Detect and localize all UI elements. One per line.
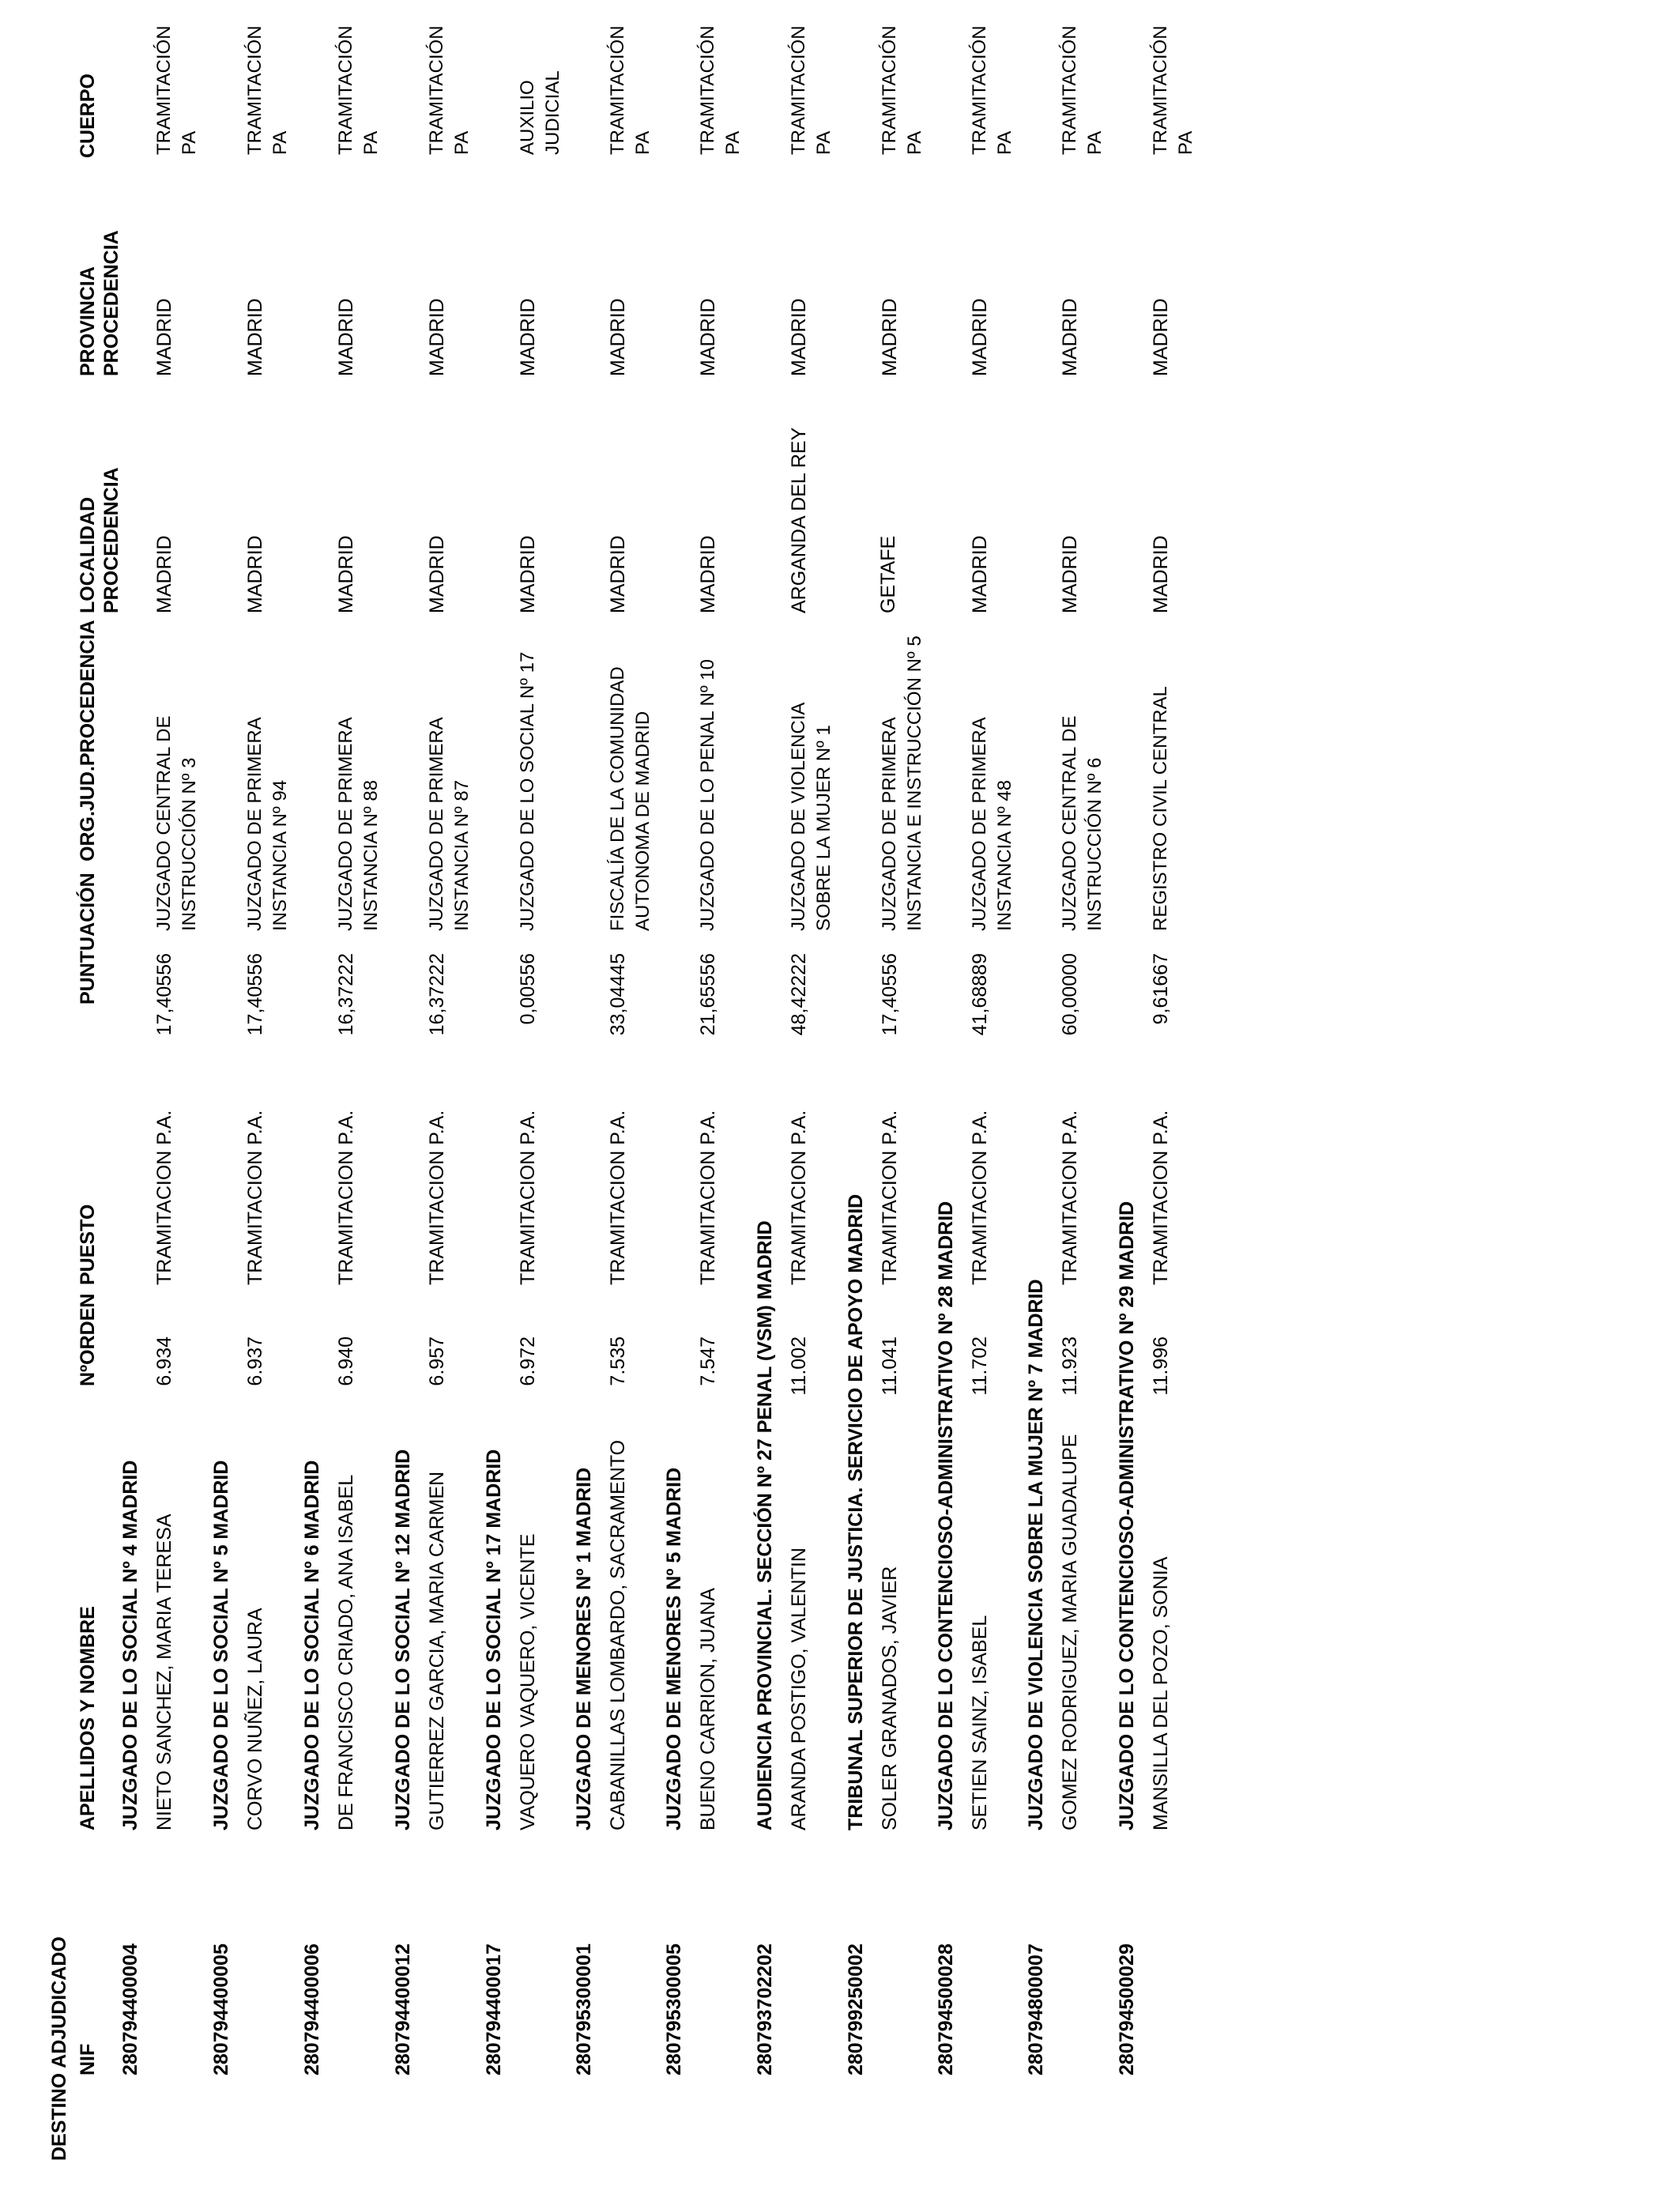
row-puesto: TRAMITACION P.A. (426, 1110, 448, 1285)
row-puntuacion: 60,00000 (1059, 953, 1081, 1036)
row-org-jud-procedencia: JUZGADO CENTRAL DE (153, 715, 175, 931)
row-puntuacion: 17,40556 (244, 953, 266, 1036)
row-cuerpo: PA (994, 130, 1015, 155)
row-puntuacion: 17,40556 (153, 953, 175, 1036)
row-org-jud-procedencia: INSTANCIA Nº 87 (451, 779, 473, 931)
row-organo-destino: JUZGADO DE LO SOCIAL Nº 12 MADRID (392, 1449, 414, 1830)
row-puntuacion: 41,68889 (969, 953, 991, 1036)
row-localidad-procedencia: MADRID (517, 535, 539, 613)
row-org-jud-procedencia: JUZGADO DE LO PENAL Nº 10 (697, 659, 718, 931)
row-org-jud-procedencia: INSTRUCCIÓN Nº 3 (179, 757, 200, 931)
row-org-jud-procedencia: JUZGADO DE PRIMERA (426, 717, 447, 931)
row-org-jud-procedencia: JUZGADO DE PRIMERA (969, 717, 990, 931)
row-puntuacion: 33,04445 (607, 953, 629, 1036)
row-organo-destino: JUZGADO DE LO SOCIAL Nº 17 MADRID (483, 1449, 505, 1830)
row-cuerpo: PA (269, 130, 291, 155)
row-org-jud-procedencia: JUZGADO DE PRIMERA (879, 717, 900, 931)
row-nif: 280794800007 (1025, 1943, 1047, 2075)
row-nif: 280794500028 (935, 1943, 957, 2075)
row-provincia-procedencia: MADRID (335, 298, 357, 376)
row-localidad-procedencia: ARGANDA DEL REY (788, 427, 810, 613)
row-nif: 280794400006 (301, 1943, 323, 2075)
row-localidad-procedencia: MADRID (335, 535, 357, 613)
row-numero-orden: 11.041 (879, 1336, 901, 1396)
row-org-jud-procedencia: INSTANCIA E INSTRUCCIÓN Nº 5 (904, 635, 925, 931)
row-cuerpo: TRAMITACIÓN (244, 25, 266, 155)
row-numero-orden: 6.934 (153, 1336, 175, 1386)
row-apellidos-nombre: MANSILLA DEL POZO, SONIA (1150, 1556, 1172, 1830)
row-provincia-procedencia: MADRID (607, 298, 629, 376)
row-apellidos-nombre: VAQUERO VAQUERO, VICENTE (517, 1533, 539, 1830)
row-cuerpo: TRAMITACIÓN (788, 25, 809, 155)
row-apellidos-nombre: GUTIERREZ GARCIA, MARIA CARMEN (426, 1471, 448, 1830)
row-organo-destino: JUZGADO DE MENORES Nº 5 MADRID (663, 1467, 685, 1830)
row-localidad-procedencia: MADRID (697, 535, 719, 613)
row-provincia-procedencia: MADRID (879, 298, 901, 376)
row-org-jud-procedencia: FISCALÍA DE LA COMUNIDAD (607, 666, 628, 931)
row-org-jud-procedencia: SOBRE LA MUJER Nº 1 (813, 725, 834, 931)
header-apellidos-nombre: APELLIDOS Y NOMBRE (77, 1606, 99, 1830)
row-puesto: TRAMITACION P.A. (1059, 1110, 1081, 1285)
row-provincia-procedencia: MADRID (969, 298, 991, 376)
row-numero-orden: 11.996 (1150, 1336, 1172, 1396)
row-apellidos-nombre: DE FRANCISCO CRIADO, ANA ISABEL (335, 1474, 357, 1830)
row-cuerpo: PA (1175, 130, 1196, 155)
document-title: DESTINO ADJUDICADO (48, 1936, 70, 2161)
row-organo-destino: AUDIENCIA PROVINCIAL. SECCIÓN Nº 27 PENAL (VSM) MADRID (754, 1220, 776, 1830)
row-cuerpo: TRAMITACIÓN (1059, 25, 1080, 155)
row-puesto: TRAMITACION P.A. (335, 1110, 357, 1285)
header-localidad-procedencia: LOCALIDAD (77, 496, 99, 613)
header-provincia-procedencia-2: PROCEDENCIA (100, 230, 122, 376)
row-localidad-procedencia: MADRID (1059, 535, 1081, 613)
row-provincia-procedencia: MADRID (1150, 298, 1172, 376)
row-cuerpo: PA (179, 130, 200, 155)
row-localidad-procedencia: MADRID (244, 535, 266, 613)
row-cuerpo: TRAMITACIÓN (969, 25, 990, 155)
row-cuerpo: PA (904, 130, 925, 155)
row-org-jud-procedencia: REGISTRO CIVIL CENTRAL (1150, 686, 1171, 931)
row-numero-orden: 11.002 (788, 1336, 810, 1396)
row-provincia-procedencia: MADRID (788, 298, 810, 376)
row-nif: 280799250002 (845, 1943, 867, 2075)
row-localidad-procedencia: MADRID (607, 535, 629, 613)
row-cuerpo: TRAMITACIÓN (1150, 25, 1171, 155)
row-org-jud-procedencia: INSTANCIA Nº 88 (360, 779, 382, 931)
row-puesto: TRAMITACION P.A. (697, 1110, 719, 1285)
row-organo-destino: JUZGADO DE LO SOCIAL Nº 5 MADRID (210, 1460, 232, 1830)
row-org-jud-procedencia: JUZGADO CENTRAL DE (1059, 715, 1080, 931)
row-organo-destino: JUZGADO DE LO SOCIAL Nº 4 MADRID (119, 1460, 141, 1830)
row-cuerpo: TRAMITACIÓN (153, 25, 175, 155)
row-organo-destino: JUZGADO DE MENORES Nº 1 MADRID (573, 1467, 595, 1830)
row-cuerpo: PA (722, 130, 744, 155)
row-nif: 280794400004 (119, 1943, 141, 2075)
row-cuerpo: PA (813, 130, 834, 155)
row-puesto: TRAMITACION P.A. (153, 1110, 175, 1285)
row-cuerpo: TRAMITACIÓN (607, 25, 628, 155)
row-provincia-procedencia: MADRID (244, 298, 266, 376)
row-numero-orden: 6.937 (244, 1336, 266, 1386)
row-apellidos-nombre: BUENO CARRION, JUANA (697, 1588, 719, 1830)
row-provincia-procedencia: MADRID (697, 298, 719, 376)
row-puesto: TRAMITACION P.A. (879, 1110, 901, 1285)
row-puntuacion: 16,37222 (335, 953, 357, 1036)
header-cuerpo: CUERPO (77, 74, 99, 158)
row-organo-destino: JUZGADO DE LO SOCIAL Nº 6 MADRID (301, 1460, 323, 1830)
row-cuerpo: AUXILIO (517, 80, 538, 155)
row-nif: 280795300001 (573, 1943, 595, 2075)
row-cuerpo: TRAMITACIÓN (426, 25, 447, 155)
row-puesto: TRAMITACION P.A. (969, 1110, 991, 1285)
row-puesto: TRAMITACION P.A. (788, 1110, 810, 1285)
row-apellidos-nombre: NIETO SANCHEZ, MARIA TERESA (153, 1514, 175, 1830)
row-puntuacion: 48,42222 (788, 953, 810, 1036)
row-nif: 280793702202 (754, 1943, 776, 2075)
row-numero-orden: 6.972 (517, 1336, 539, 1386)
row-org-jud-procedencia: JUZGADO DE VIOLENCIA (788, 702, 809, 931)
row-org-jud-procedencia: JUZGADO DE LO SOCIAL Nº 17 (517, 651, 538, 931)
row-puntuacion: 0,00556 (517, 953, 539, 1025)
row-org-jud-procedencia: JUZGADO DE PRIMERA (335, 717, 356, 931)
header-provincia-procedencia: PROVINCIA (77, 266, 99, 376)
row-puesto: TRAMITACION P.A. (607, 1110, 629, 1285)
row-cuerpo: PA (451, 130, 473, 155)
row-apellidos-nombre: CABANILLAS LOMBARDO, SACRAMENTO (607, 1439, 629, 1830)
row-numero-orden: 6.957 (426, 1336, 448, 1386)
row-apellidos-nombre: CORVO NUÑEZ, LAURA (244, 1608, 266, 1830)
row-provincia-procedencia: MADRID (426, 298, 448, 376)
row-puntuacion: 9,61667 (1150, 953, 1172, 1025)
row-organo-destino: JUZGADO DE LO CONTENCIOSO-ADMINISTRATIVO Nº 29 MADRID (1116, 1201, 1138, 1830)
row-apellidos-nombre: SETIEN SAINZ, ISABEL (969, 1615, 991, 1830)
row-puesto: TRAMITACION P.A. (1150, 1110, 1172, 1285)
row-apellidos-nombre: GOMEZ RODRIGUEZ, MARIA GUADALUPE (1059, 1434, 1081, 1830)
row-cuerpo: JUDICIAL (542, 70, 563, 155)
row-org-jud-procedencia: INSTRUCCIÓN Nº 6 (1084, 757, 1106, 931)
row-nif: 280794400017 (483, 1943, 505, 2075)
row-org-jud-procedencia: INSTANCIA Nº 48 (994, 779, 1015, 931)
row-numero-orden: 7.547 (697, 1336, 719, 1386)
row-localidad-procedencia: MADRID (426, 535, 448, 613)
row-localidad-procedencia: MADRID (153, 535, 175, 613)
header-numero-orden: NºORDEN (77, 1293, 99, 1386)
row-nif: 280794500029 (1116, 1943, 1138, 2075)
row-apellidos-nombre: ARANDA POSTIGO, VALENTIN (788, 1547, 810, 1830)
row-localidad-procedencia: MADRID (1150, 535, 1172, 613)
row-provincia-procedencia: MADRID (517, 298, 539, 376)
header-localidad-procedencia-2: PROCEDENCIA (100, 467, 122, 613)
row-provincia-procedencia: MADRID (153, 298, 175, 376)
header-nif: NIF (77, 2043, 99, 2075)
header-org-jud-procedencia: ORG.JUD.PROCEDENCIA (77, 620, 99, 861)
row-puesto: TRAMITACION P.A. (517, 1110, 539, 1285)
row-puntuacion: 16,37222 (426, 953, 448, 1036)
row-org-jud-procedencia: AUTONOMA DE MADRID (632, 711, 654, 931)
row-numero-orden: 6.940 (335, 1336, 357, 1386)
row-cuerpo: PA (1084, 130, 1106, 155)
row-nif: 280794400005 (210, 1943, 232, 2075)
row-localidad-procedencia: MADRID (969, 535, 991, 613)
row-organo-destino: JUZGADO DE VIOLENCIA SOBRE LA MUJER Nº 7 MADRID (1025, 1279, 1047, 1830)
row-puntuacion: 21,65556 (697, 953, 719, 1036)
row-cuerpo: PA (360, 130, 382, 155)
row-puesto: TRAMITACION P.A. (244, 1110, 266, 1285)
row-numero-orden: 11.923 (1059, 1336, 1081, 1396)
header-puesto: PUESTO (77, 1204, 99, 1285)
row-organo-destino: TRIBUNAL SUPERIOR DE JUSTICIA. SERVICIO DE APOYO MADRID (845, 1193, 867, 1830)
row-numero-orden: 11.702 (969, 1336, 991, 1396)
row-nif: 280795300005 (663, 1943, 685, 2075)
row-cuerpo: TRAMITACIÓN (697, 25, 718, 155)
row-localidad-procedencia: GETAFE (877, 535, 899, 613)
row-cuerpo: TRAMITACIÓN (879, 25, 900, 155)
row-org-jud-procedencia: INSTANCIA Nº 94 (269, 779, 291, 931)
row-organo-destino: JUZGADO DE LO CONTENCIOSO-ADMINISTRATIVO Nº 28 MADRID (935, 1201, 957, 1830)
row-puntuacion: 17,40556 (879, 953, 901, 1036)
row-cuerpo: TRAMITACIÓN (335, 25, 356, 155)
row-provincia-procedencia: MADRID (1059, 298, 1081, 376)
header-puntuacion: PUNTUACIÓN (77, 873, 99, 1005)
row-apellidos-nombre: SOLER GRANADOS, JAVIER (879, 1566, 901, 1830)
row-org-jud-procedencia: JUZGADO DE PRIMERA (244, 717, 266, 931)
row-numero-orden: 7.535 (607, 1336, 629, 1386)
row-cuerpo: PA (632, 130, 654, 155)
row-nif: 280794400012 (392, 1943, 414, 2075)
